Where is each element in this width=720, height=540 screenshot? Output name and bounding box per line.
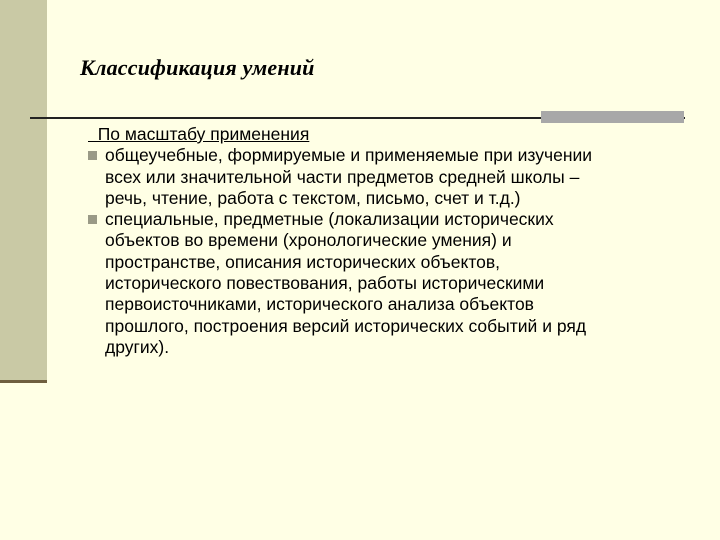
bullet-line: объектов во времени (хронологические умения) и — [105, 230, 512, 251]
bullet-line: первоисточниками, исторического анализа объектов — [105, 294, 534, 315]
slide-content — [88, 124, 698, 358]
bullet-line: пространстве, описания исторических объектов, — [105, 251, 501, 272]
left-bar-bottom-line — [0, 380, 47, 383]
bullet-line: всех или значительной части предметов средней школы – — [105, 166, 580, 187]
bullet-line: специальные, предметные (локализации исторических — [105, 209, 554, 230]
bullet-line: исторического повествования, работы историческими — [105, 273, 545, 294]
bullet-line: прошлого, построения версий исторических событий и ряд — [105, 315, 587, 336]
bullet-line: речь, чтение, работа с текстом, письмо, счет и т.д.) — [105, 187, 521, 208]
bullet-line: других). — [105, 336, 170, 357]
bullet-item-special — [88, 209, 698, 358]
square-bullet-icon — [88, 151, 97, 160]
bullet-item-general — [88, 145, 698, 209]
title-divider-accent — [541, 111, 684, 123]
slide-title: Классификация умений — [80, 55, 315, 80]
subheading: По масштабу применения — [88, 124, 310, 144]
bullet-line: общеучебные, формируемые и применяемые при изучении — [105, 145, 593, 166]
left-decorative-bar — [0, 0, 47, 383]
square-bullet-icon — [88, 215, 97, 224]
